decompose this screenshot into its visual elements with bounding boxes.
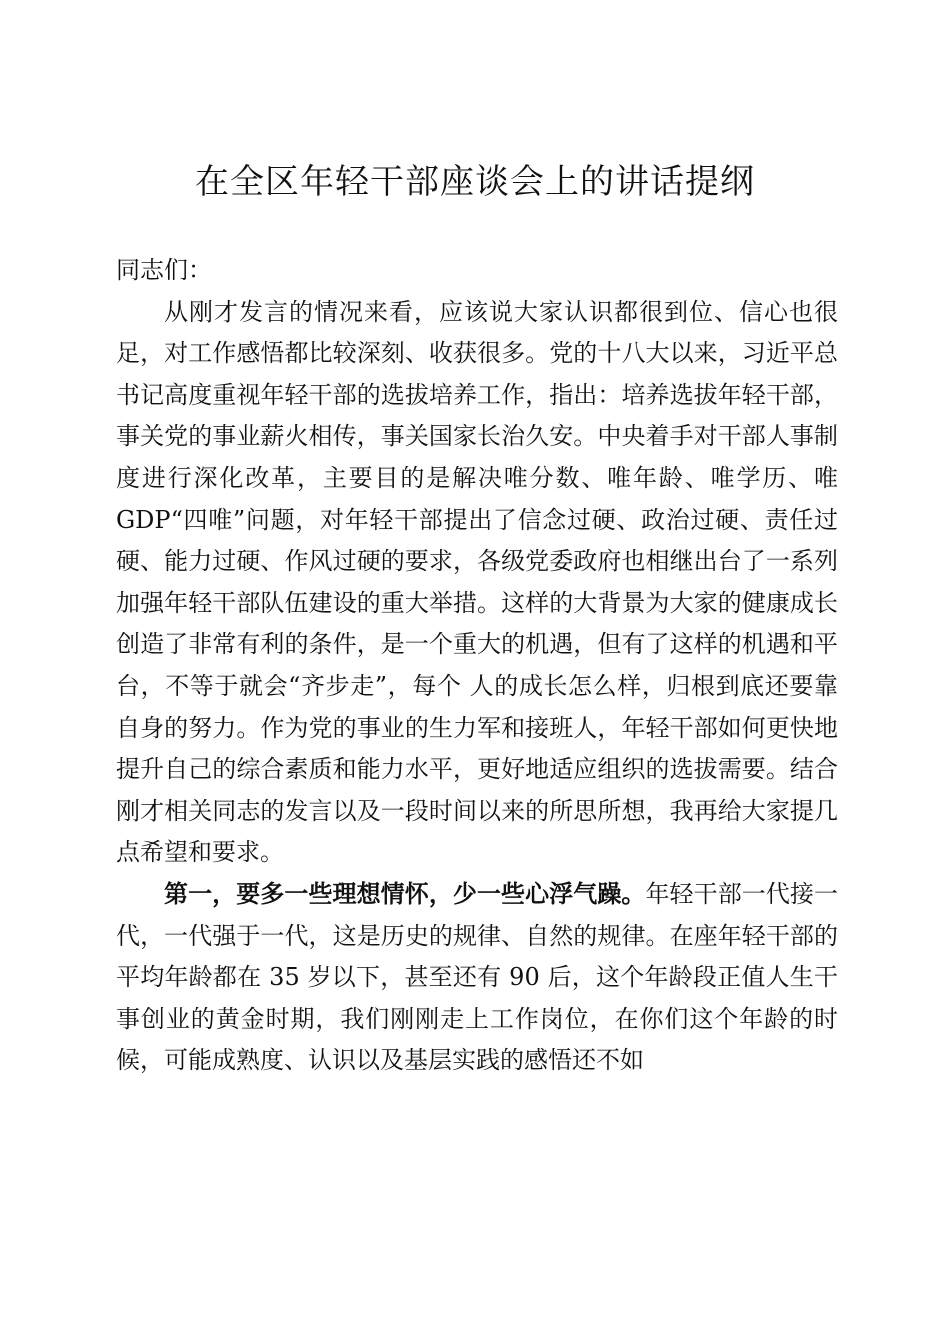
salutation: 同志们：	[116, 256, 212, 284]
document-body	[116, 250, 838, 1082]
paragraph: 从刚才发言的情况来看，应该说大家认识都很到位、信心也很足，对工作感悟都比较深刻、收获很多。党的十八大以来，习近平总书记高度重视年轻干部的选拔培养工作，指出：培养选拔年轻干部，事关党的事业薪火相传，事关国家长治久安。中央着手对干部人事制度进行深化改革，主要目的是解决唯分数、唯年龄、唯学历、唯 GDP“四唯”问题，对年轻干部提出了信念过硬、政治过硬、责任过硬、能力过硬、作风过硬的要求，各级党委政府也相继出台了一系列加强年轻干部队伍建设的重大举措。这样的大背景为大家的健康成长创造了非常有利的条件，是一个重大的机遇，但有了这样的机遇和平台，不等于就会“齐步走”，每个 人的成长怎么样，归根到底还要靠自身的努力。作为党的事业的生力军和接班人，年轻干部如何更快地提升自己的综合素质和能力水平，更好地适应组织的选拔需要。结合刚才相关同志的发言以及一段时间以来的所思所想，我再给大家提几点希望和要求。	[116, 297, 838, 867]
paragraph	[116, 874, 838, 1082]
paragraph-text: 年轻干部一代接一代，一代强于一代，这是历史的规律、自然的规律。在座年轻干部的平均年龄都在 35 岁以下，甚至还有 90 后，这个年龄段正值人生干事创业的黄金时期，我们刚刚走上工作岗位，在你们这个年龄的时候，可能成熟度、认识以及基层实践的感悟还不如	[116, 879, 839, 1075]
paragraph-lead-heading: 第一，要多一些理想情怀，少一些心浮气躁。	[164, 879, 646, 908]
page-title: 在全区年轻干部座谈会上的讲话提纲	[195, 162, 755, 202]
